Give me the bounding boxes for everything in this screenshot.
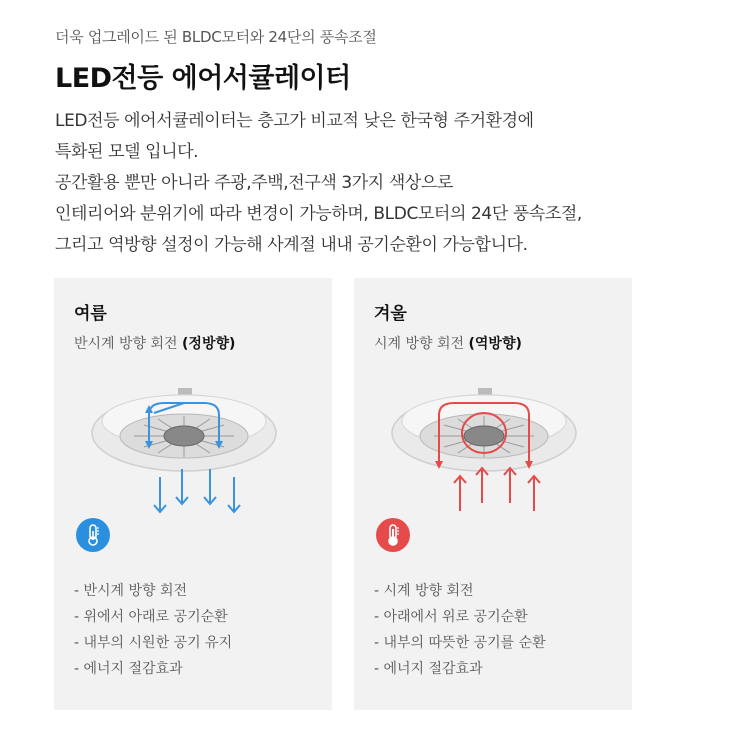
direction-label: (역방향) (468, 336, 522, 352)
fan-airflow-illustration (54, 373, 332, 523)
rotation-label: 시계 방향 회전 (374, 336, 465, 352)
feature-list (374, 578, 546, 682)
description-line: LED전등 에어서큘레이터는 층고가 비교적 낮은 한국형 주거환경에 (55, 111, 534, 131)
season-title: 겨울 (374, 304, 407, 324)
winter-card (354, 278, 632, 710)
feature-item: - 반시계 방향 회전 (74, 583, 188, 599)
feature-item: - 내부의 시원한 공기 유지 (74, 635, 233, 651)
summer-card (54, 278, 332, 710)
description-line: 인테리어와 분위기에 따라 변경이 가능하며, BLDC모터의 24단 풍속조절, (55, 204, 582, 224)
feature-item: - 에너지 절감효과 (374, 661, 483, 677)
rotation-direction (74, 333, 235, 353)
season-title: 여름 (74, 304, 107, 324)
description (55, 106, 715, 261)
page-title: LED전등 에어서큘레이터 (55, 63, 351, 94)
feature-item: - 내부의 따뜻한 공기를 순환 (374, 635, 546, 651)
subtitle: 더욱 업그레이드 된 BLDC모터와 24단의 풍속조절 (55, 28, 377, 46)
direction-label: (정방향) (182, 336, 236, 352)
rotation-direction (374, 333, 522, 353)
feature-item: - 에너지 절감효과 (74, 661, 183, 677)
feature-item: - 시계 방향 회전 (374, 583, 474, 599)
thermometer-icon (76, 518, 110, 552)
fan-airflow-illustration (354, 373, 632, 523)
feature-list (74, 578, 232, 682)
description-line: 특화된 모델 입니다. (55, 142, 199, 162)
feature-item: - 아래에서 위로 공기순환 (374, 609, 528, 625)
description-line: 그리고 역방향 설정이 가능해 사계절 내내 공기순환이 가능합니다. (55, 235, 528, 255)
thermometer-icon (376, 518, 410, 552)
feature-item: - 위에서 아래로 공기순환 (74, 609, 228, 625)
rotation-label: 반시계 방향 회전 (74, 336, 178, 352)
description-line: 공간활용 뿐만 아니라 주광,주백,전구색 3가지 색상으로 (55, 173, 453, 193)
